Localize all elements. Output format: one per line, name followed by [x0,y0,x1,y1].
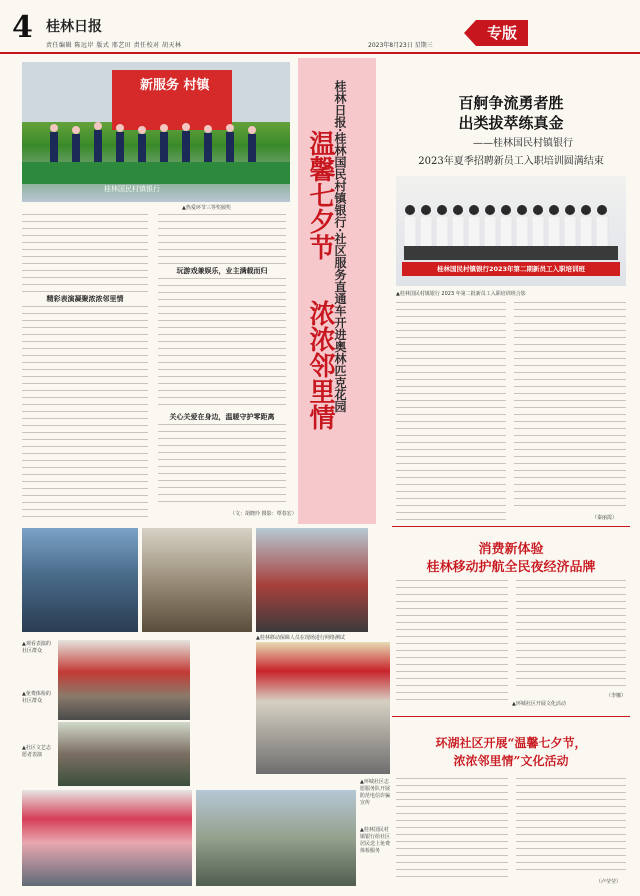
caption-network-test: ▲桂林移动保障人员在现场进行网络测试 [256,635,345,641]
top-photo-caption: ▲热爱环节三等奖颁奖 [182,205,231,211]
page-header [0,0,640,54]
caption-leaflets: ▲桂林国民村镇银行给社区居民送上免费体检服务 [360,827,391,854]
community-title-2: 浓浓邻里情”文化活动 [453,754,569,768]
mobile-title-1: 消费新体验 [478,542,544,557]
article-text-block [158,276,286,410]
stage-banner-text: 桂林国民村镇银行 [104,185,160,193]
paper-name: 桂林日报 [46,19,102,35]
group-photo [396,176,626,286]
mobile-author: （李娜） [606,693,627,699]
volunteers-photo [58,722,190,786]
banner-subtitle: 桂林日报·桂林国民村镇银行·社区服务直通车开进奥林匹克花园 [333,80,347,413]
divider [392,716,630,717]
subhead-care: 关心关爱在身边，温暖守护零距离 [169,413,275,421]
caption-performers: ▲社区文艺志愿者表演 [22,745,51,758]
event-stage-photo [22,62,290,202]
community-author: （卢莹莹） [596,879,622,885]
banner-headline-1: 温馨七夕节 [305,130,335,260]
article-text-block [516,578,626,688]
article-text-block [22,304,148,520]
caption-fraud: ▲环城社区志愿服务队开展防范电信诈骗宣传 [360,779,391,806]
issue-date: 2023年8月23日 星期三 [368,42,433,49]
tent-photo [58,640,190,720]
article-text-block [396,300,506,522]
outdoor-event-photo [196,790,356,886]
byline: （文：胡晓玲 摄影：覃春宏） [230,511,297,517]
article-text-block [158,422,286,506]
banner-photo [256,642,390,774]
crowd-photo [142,528,252,632]
audience-photo [22,528,138,632]
subhead-performances: 精彩表演凝聚浓浓邻里情 [46,295,124,303]
group-photo-banner: 桂林国民村镇银行2023年第二期新员工入职培训班 [436,265,586,273]
section-label: 专版 [476,20,528,46]
banner-headline-2: 浓浓邻里情 [305,300,335,430]
article-text-block [516,776,626,876]
mobile-photo-caption: ▲环城社区开展文化活动 [512,701,566,707]
training-title-2: 出类拔萃练真金 [458,114,564,132]
health-check-photo [256,528,368,632]
fraud-prevention-photo [22,790,192,886]
article-text-block [514,300,626,512]
credits: 责任编辑 陈远岸 版式 邢艺田 责任校对 胡天林 [46,42,182,49]
caption-checkup: ▲免费体检的社区群众 [22,691,51,704]
article-text-block [396,776,508,882]
training-author: （秦丽霞） [592,515,618,521]
training-title-1: 百舸争流勇者胜 [458,94,564,112]
divider [392,526,630,527]
stage-sign: 新服务 村镇 [140,78,210,93]
page-number: 4 [12,10,33,45]
caption-audience: ▲观看表演的社区群众 [22,641,51,654]
mobile-title-2: 桂林移动护航全民夜经济品牌 [426,560,596,575]
subhead-games: 玩游戏兼娱乐，业主满载而归 [176,267,268,275]
article-text-block [158,212,286,264]
community-title-1: 环湖社区开展“温馨七夕节， [435,736,587,750]
article-text-block [22,212,148,292]
article-text-block [396,578,508,706]
training-source: ——桂林国民村镇银行 [473,138,573,149]
training-event: 2023年夏季招聘新员工入职培训圆满结束 [418,156,604,167]
group-photo-caption: ▲桂林国民村镇银行 2023 年第二批新员工入职培训班合影 [396,291,526,297]
